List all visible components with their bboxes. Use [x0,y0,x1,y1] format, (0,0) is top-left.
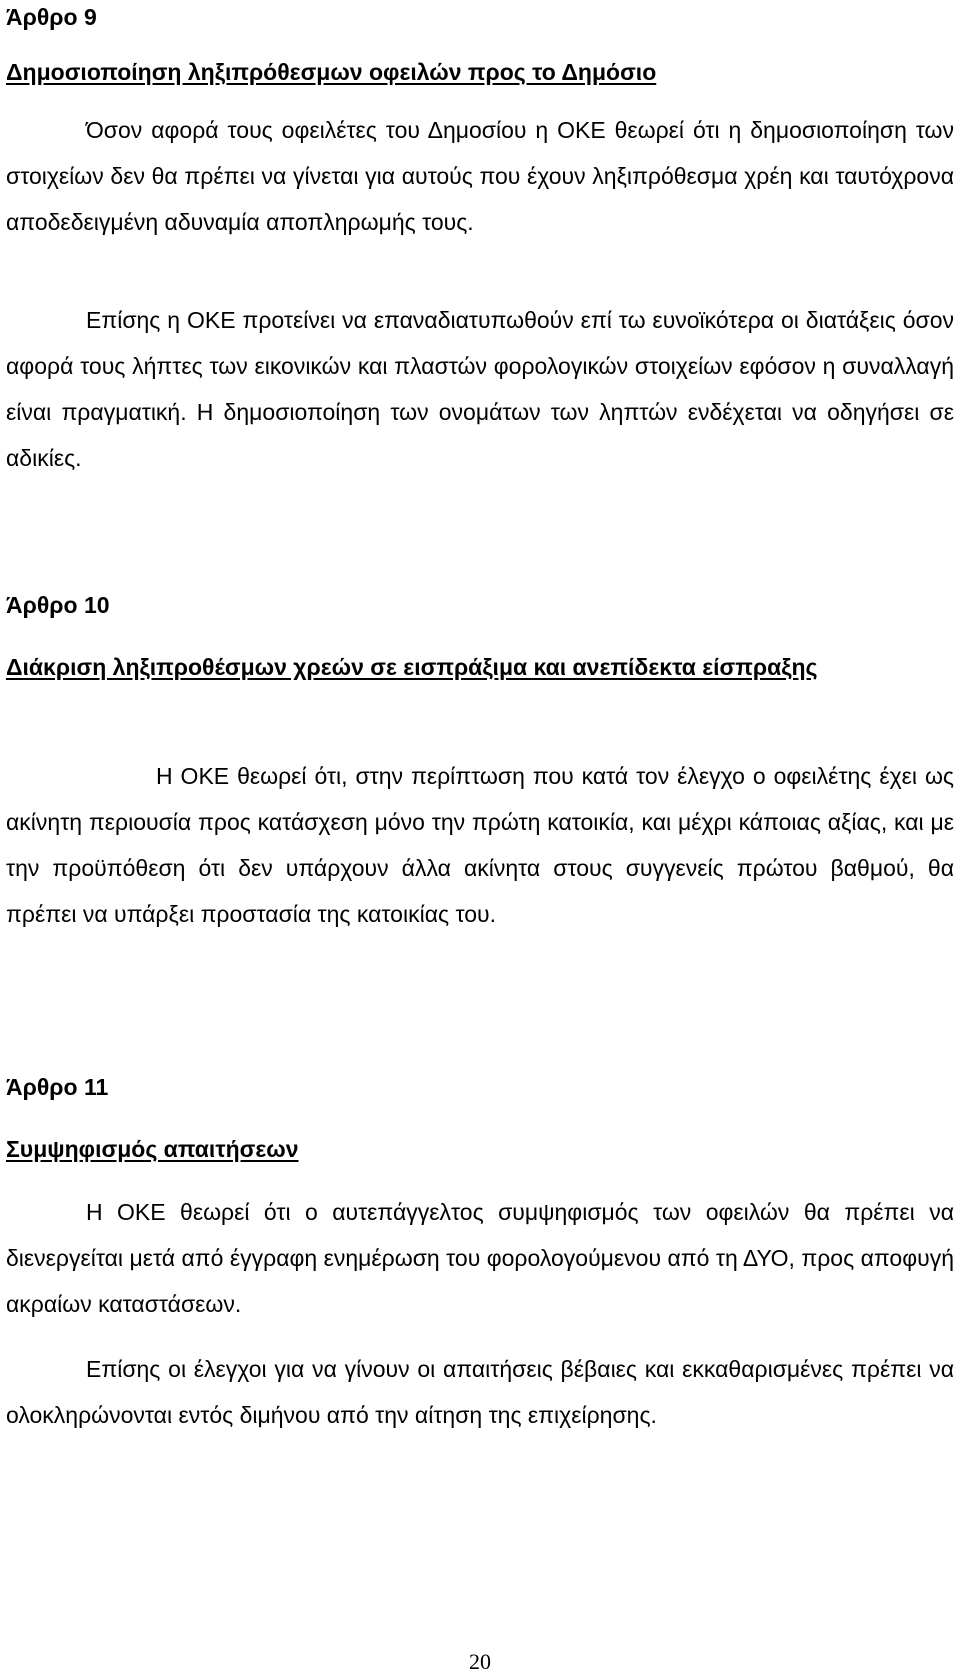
article-9-paragraph-1: Όσον αφορά τους οφειλέτες του Δημοσίου η ΟΚΕ θεωρεί ότι η δημοσιοποίηση των στοιχείων δεν θα πρέπει να γίνεται για αυτούς που έχουν ληξιπρόθεσμα χρέη και ταυτόχρονα αποδεδειγμένη αδυναμία αποπληρωμής τους. [6,117,954,235]
page-number: 20 [469,1649,491,1674]
article-11-paragraph-2: Επίσης οι έλεγχοι για να γίνουν οι απαιτήσεις βέβαιες και εκκαθαρισμένες πρέπει να ολοκληρώνονται εντός διμήνου από την αίτηση της επιχείρησης. [6,1356,954,1428]
article-11-title: Συμψηφισμός απαιτήσεων [6,1136,299,1162]
article-9-title: Δημοσιοποίηση ληξιπρόθεσμων οφειλών προς το Δημόσιο [6,59,657,85]
article-10-title: Διάκριση ληξιπροθέσμων χρεών σε εισπράξιμα και ανεπίδεκτα είσπραξης [6,654,818,680]
article-11-label: Άρθρο 11 [6,1074,109,1100]
article-9-paragraph-2: Επίσης η ΟΚΕ προτείνει να επαναδιατυπωθούν επί τω ευνοϊκότερα οι διατάξεις όσον αφορά τους λήπτες των εικονικών και πλαστών φορολογικών στοιχείων εφόσον η συναλλαγή είναι πραγματική. Η δημοσιοποίηση των ονομάτων των ληπτών ενδέχεται να οδηγήσει σε αδικίες. [6,307,954,471]
article-11-paragraph-1: Η ΟΚΕ θεωρεί ότι ο αυτεπάγγελτος συμψηφισμός των οφειλών θα πρέπει να διενεργείται μετά από έγγραφη ενημέρωση του φορολογούμενου από τη ΔΥΟ, προς αποφυγή ακραίων καταστάσεων. [6,1199,954,1317]
article-9-label: Άρθρο 9 [6,4,97,30]
article-10-paragraph-1: Η ΟΚΕ θεωρεί ότι, στην περίπτωση που κατά τον έλεγχο ο οφειλέτης έχει ως ακίνητη περιουσία προς κατάσχεση μόνο την πρώτη κατοικία, και μέχρι κάποιας αξίας, και με την προϋπόθεση ότι δεν υπάρχουν άλλα ακίνητα στους συγγενείς πρώτου βαθμού, θα πρέπει να υπάρξει προστασία της κατοικίας του. [6,763,954,927]
article-10-label: Άρθρο 10 [6,592,110,618]
